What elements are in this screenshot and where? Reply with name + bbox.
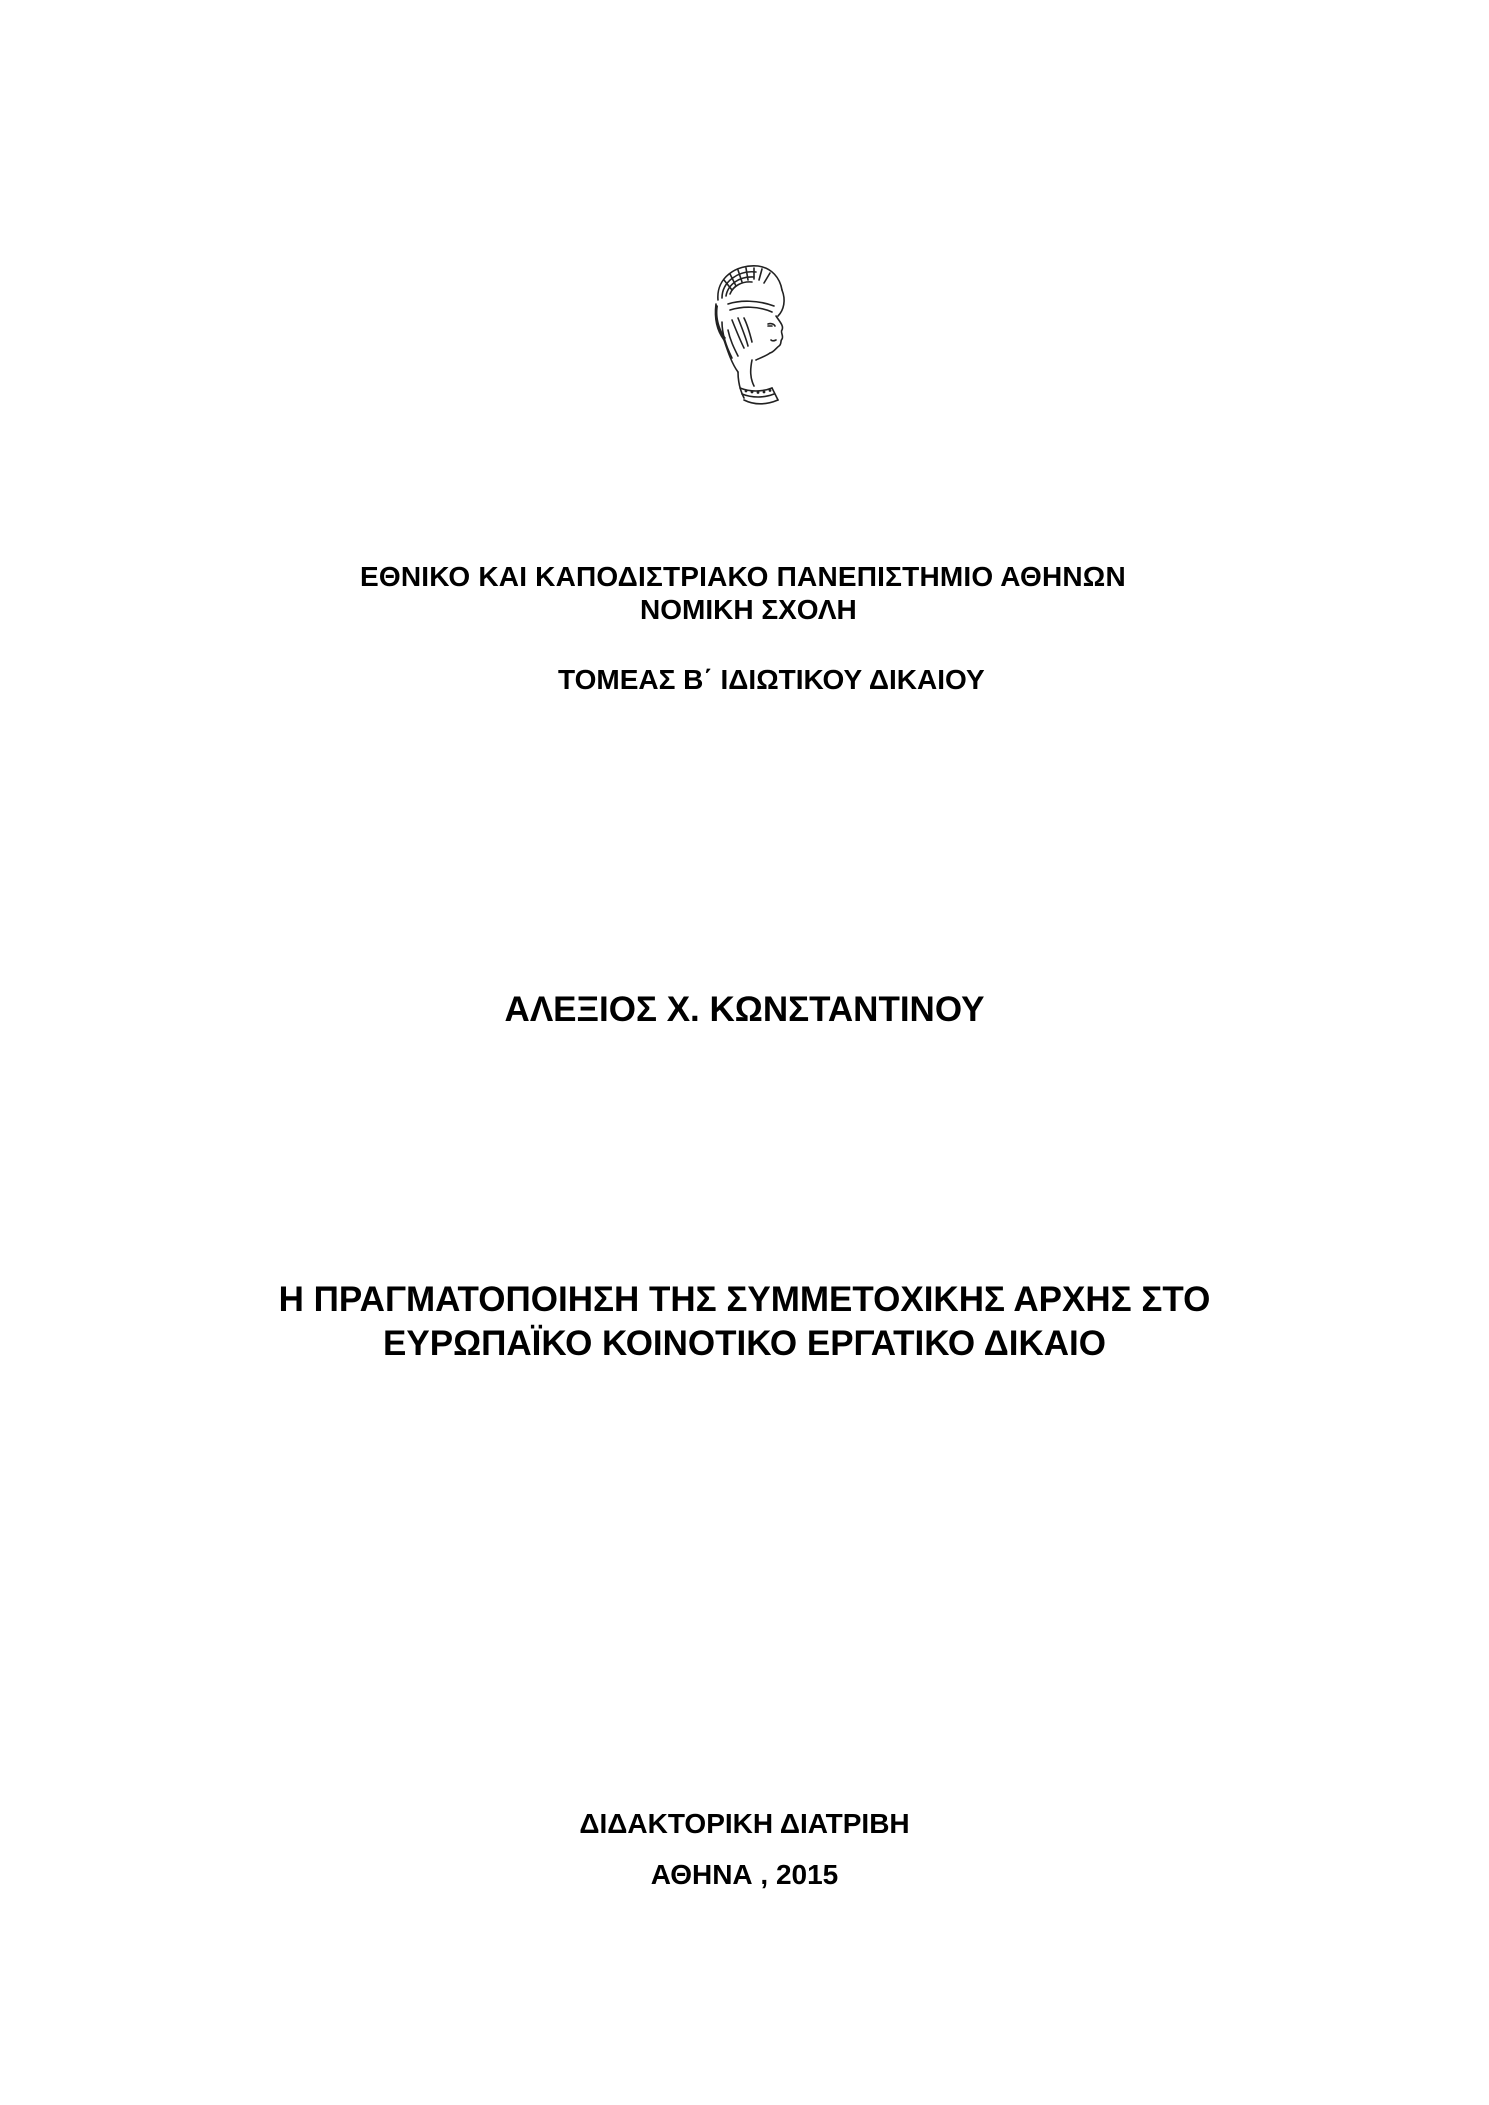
athena-head-emblem-icon: [688, 260, 798, 410]
university-name: ΕΘΝΙΚΟ ΚΑΙ ΚΑΠΟΔΙΣΤΡΙΑΚΟ ΠΑΝΕΠΙΣΤΗΜΙΟ ΑΘΗΝΩΝ: [360, 561, 1126, 592]
document-type: ΔΙΔΑΚΤΟΡΙΚΗ ΔΙΑΤΡΙΒΗ: [579, 1808, 910, 1839]
author-name: ΑΛΕΞΙΟΣ Χ. ΚΩΝΣΤΑΝΤΙΝΟΥ: [504, 990, 985, 1029]
sector-name: ΤΟΜΕΑΣ Β΄ ΙΔΙΩΤΙΚΟΥ ΔΙΚΑΙΟΥ: [558, 664, 985, 695]
place-and-year: ΑΘΗΝΑ , 2015: [650, 1859, 839, 1890]
school-name: ΝΟΜΙΚΗ ΣΧΟΛΗ: [640, 594, 857, 625]
thesis-title-line-1: Η ΠΡΑΓΜΑΤΟΠΟΙΗΣΗ ΤΗΣ ΣΥΜΜΕΤΟΧΙΚΗΣ ΑΡΧΗΣ ΣΤΟ: [278, 1280, 1211, 1319]
thesis-title-line-2: ΕΥΡΩΠΑΪΚΟ ΚΟΙΝΟΤΙΚΟ ΕΡΓΑΤΙΚΟ ΔΙΚΑΙΟ: [383, 1324, 1106, 1363]
